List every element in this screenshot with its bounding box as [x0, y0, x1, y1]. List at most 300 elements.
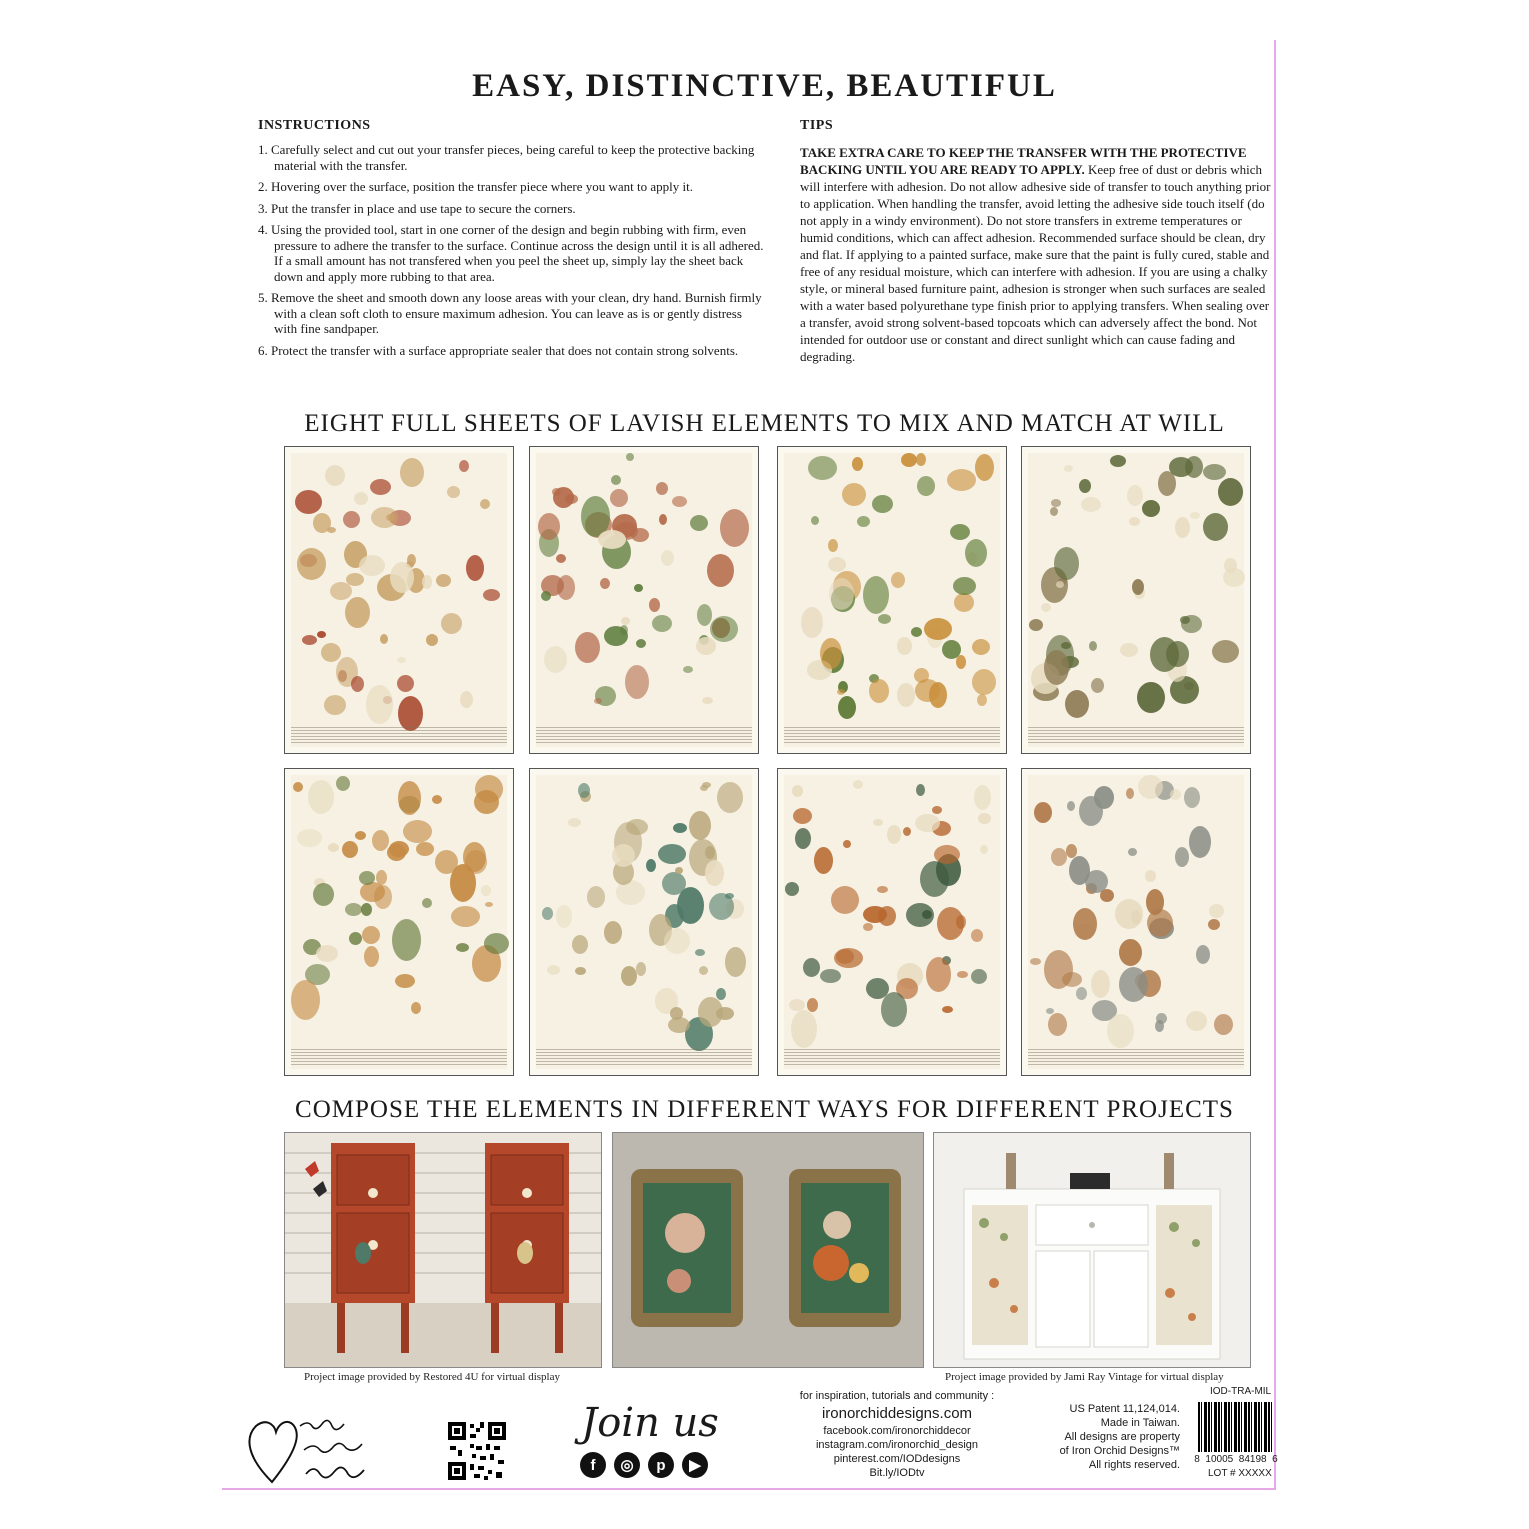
illustration-element — [1089, 641, 1097, 651]
illustration-element — [920, 861, 949, 897]
sheet-illustration — [1028, 775, 1244, 1069]
illustration-element — [1186, 1011, 1207, 1031]
illustration-element — [672, 496, 687, 507]
illustration-element — [1189, 826, 1211, 858]
signature — [242, 1408, 402, 1490]
illustration-element — [659, 514, 667, 525]
illustration-element — [1127, 485, 1143, 506]
illustration-element — [710, 616, 738, 642]
illustration-element — [343, 511, 360, 528]
illustration-element — [863, 923, 873, 931]
illustration-element — [568, 818, 581, 827]
illustration-element — [364, 946, 379, 967]
illustration-element — [857, 516, 870, 527]
illustration-element — [814, 847, 833, 874]
illustration-element — [1129, 517, 1140, 526]
illustration-element — [302, 635, 317, 645]
illustration-element — [1064, 465, 1073, 472]
illustration-element — [600, 578, 610, 589]
sheet-illustration — [536, 453, 752, 747]
community-links — [772, 1390, 1022, 1480]
illustration-element — [820, 638, 842, 669]
instagram-icon[interactable]: ◎ — [614, 1452, 640, 1478]
illustration-element — [668, 1017, 690, 1033]
illustration-element — [636, 639, 646, 648]
illustration-element — [1170, 789, 1181, 800]
youtube-link[interactable]: Bit.ly/IODtv — [869, 1467, 925, 1479]
illustration-element — [372, 830, 389, 851]
illustration-element — [873, 819, 883, 826]
project-photo-frames — [612, 1132, 924, 1368]
illustration-element — [460, 691, 473, 708]
illustration-element — [416, 842, 434, 856]
patent-text: US Patent 11,124,014. — [1069, 1403, 1180, 1415]
illustration-element — [971, 929, 983, 942]
illustration-element — [354, 492, 368, 505]
illustration-element — [451, 906, 480, 927]
barcode — [1198, 1402, 1274, 1452]
community-lead: for inspiration, tutorials and community : — [799, 1390, 995, 1402]
illustration-element — [1110, 455, 1126, 467]
rights-text: All rights reserved. — [1088, 1459, 1180, 1471]
illustration-element — [1100, 889, 1114, 902]
illustration-element — [658, 844, 686, 864]
illustration-element — [336, 776, 350, 791]
website-link[interactable]: ironorchiddesigns.com — [821, 1405, 973, 1422]
illustration-element — [397, 675, 414, 692]
illustration-element — [877, 886, 888, 893]
illustration-element — [829, 578, 854, 610]
illustration-element — [1155, 1020, 1164, 1032]
illustration-element — [426, 634, 438, 646]
illustration-element — [887, 825, 901, 844]
illustration-element — [1048, 1013, 1067, 1036]
sheet-illustration — [291, 775, 507, 1069]
illustration-element — [903, 827, 911, 836]
illustration-element — [1218, 478, 1243, 506]
sheet-tile-mushrooms — [284, 446, 514, 754]
illustration-element — [1128, 848, 1137, 856]
illustration-element — [481, 885, 491, 896]
sheet-caption-lines — [291, 727, 507, 745]
illustration-element — [483, 589, 500, 601]
sheet-illustration — [536, 775, 752, 1069]
instructions-section — [258, 118, 768, 364]
illustration-element — [316, 945, 338, 962]
legal-block — [1030, 1402, 1180, 1472]
illustration-element — [1107, 1014, 1134, 1048]
illustration-element — [1056, 581, 1064, 588]
illustration-element — [359, 871, 375, 885]
illustration-element — [542, 907, 553, 920]
illustration-element — [380, 634, 388, 644]
illustration-element — [915, 814, 940, 832]
illustration-element — [403, 820, 432, 843]
illustration-element — [901, 453, 917, 467]
illustration-element — [791, 1010, 817, 1048]
illustration-element — [463, 842, 486, 872]
illustration-element — [705, 860, 724, 886]
illustration-element — [387, 844, 406, 861]
illustration-element — [459, 460, 469, 472]
illustration-element — [374, 885, 392, 909]
illustration-element — [677, 887, 704, 924]
illustration-element — [361, 903, 372, 916]
pinterest-icon[interactable]: p — [648, 1452, 674, 1478]
illustration-element — [972, 669, 996, 695]
illustration-element — [1051, 499, 1061, 507]
illustration-element — [702, 697, 713, 704]
illustration-element — [897, 683, 915, 707]
illustration-element — [911, 627, 922, 637]
illustration-element — [881, 992, 907, 1027]
illustration-element — [690, 515, 708, 531]
illustration-element — [572, 935, 588, 954]
illustration-element — [972, 639, 990, 655]
illustration-element — [974, 785, 991, 810]
sheet-caption-lines — [291, 1049, 507, 1067]
illustration-element — [1190, 512, 1200, 519]
illustration-element — [297, 829, 322, 847]
illustration-element — [1065, 690, 1089, 718]
illustration-element — [975, 454, 994, 481]
illustration-element — [792, 785, 803, 797]
illustration-element — [604, 626, 628, 646]
instruction-step: 6. Protect the transfer with a surface appropriate sealer that does not contain strong solvents. — [258, 342, 739, 358]
illustration-element — [556, 554, 566, 563]
heart-signature-icon — [242, 1408, 402, 1490]
illustration-element — [456, 943, 469, 952]
illustration-element — [673, 823, 687, 833]
sheet-illustration — [291, 453, 507, 747]
illustration-element — [695, 949, 705, 956]
illustration-element — [646, 859, 656, 872]
illustration-element — [1044, 950, 1073, 989]
illustration-element — [953, 577, 976, 595]
project-caption-1: Project image provided by Restored 4U for virtual display — [304, 1371, 560, 1383]
illustration-element — [541, 591, 551, 601]
illustration-element — [484, 933, 509, 954]
sheet-tile-fish — [1021, 768, 1251, 1076]
sheet-tile-insects — [1021, 446, 1251, 754]
illustration-element — [295, 490, 322, 514]
sheet-tile-eggs — [529, 768, 759, 1076]
projects-heading: COMPOSE THE ELEMENTS IN DIFFERENT WAYS FOR DIFFERENT PROJECTS — [295, 1096, 1234, 1123]
illustration-element — [956, 655, 966, 669]
illustration-element — [371, 507, 398, 528]
sheet-illustration — [784, 775, 1000, 1069]
illustration-element — [863, 576, 889, 614]
illustration-element — [587, 886, 605, 908]
project-caption-3: Project image provided by Jami Ray Vintage for virtual display — [945, 1371, 1224, 1383]
youtube-icon[interactable]: ▶ — [682, 1452, 708, 1478]
sheet-caption-lines — [1028, 1049, 1244, 1067]
illustration-element — [785, 882, 799, 896]
illustration-element — [610, 489, 628, 507]
illustration-element — [1169, 457, 1193, 477]
illustration-element — [795, 828, 811, 849]
illustration-element — [1208, 919, 1220, 930]
illustration-element — [1081, 497, 1101, 512]
illustration-element — [700, 785, 708, 791]
illustration-element — [538, 513, 560, 540]
illustration-element — [297, 548, 326, 580]
illustration-element — [837, 689, 845, 695]
illustration-element — [1073, 908, 1097, 940]
illustration-element — [932, 806, 942, 814]
illustration-element — [480, 499, 490, 509]
pinterest-link[interactable]: pinterest.com/IODdesigns — [833, 1453, 961, 1465]
illustration-element — [924, 618, 952, 640]
illustration-element — [929, 682, 947, 708]
illustration-element — [612, 844, 635, 867]
illustration-element — [1066, 844, 1077, 858]
illustration-element — [801, 607, 823, 638]
illustration-element — [834, 948, 863, 968]
illustration-element — [978, 813, 991, 824]
illustration-element — [594, 698, 602, 704]
illustration-element — [1212, 640, 1239, 663]
illustration-element — [1051, 848, 1067, 866]
illustration-element — [696, 637, 716, 655]
sheet-tile-vegetables — [284, 768, 514, 1076]
illustration-element — [698, 997, 723, 1027]
illustration-element — [1034, 802, 1052, 823]
sheet-tile-fruits — [777, 446, 1007, 754]
facebook-icon[interactable]: f — [580, 1452, 606, 1478]
illustration-element — [398, 696, 423, 731]
illustration-element — [820, 969, 841, 983]
illustration-element — [1030, 958, 1041, 965]
illustration-element — [1050, 507, 1058, 516]
tips-section — [800, 118, 1272, 365]
sheet-illustration — [1028, 453, 1244, 747]
illustration-element — [828, 539, 838, 552]
instruction-step: 2. Hovering over the surface, position the transfer piece where you want to apply it. — [258, 179, 693, 194]
illustration-element — [1119, 939, 1142, 966]
illustration-element — [803, 958, 820, 977]
sheet-caption-lines — [536, 727, 752, 745]
illustration-element — [789, 999, 805, 1011]
project-photo-nightstands — [284, 1132, 602, 1368]
illustration-element — [1029, 619, 1043, 631]
illustration-element — [707, 554, 734, 587]
illustration-element — [313, 883, 334, 906]
illustration-element — [575, 967, 586, 975]
illustration-element — [636, 962, 646, 976]
illustration-element — [432, 795, 442, 804]
illustration-element — [293, 782, 303, 792]
illustration-element — [395, 974, 415, 988]
illustration-element — [720, 509, 749, 547]
property-owner-text: of Iron Orchid Designs™ — [1059, 1445, 1180, 1457]
illustration-element — [1175, 517, 1190, 538]
illustration-element — [971, 969, 987, 984]
qr-code[interactable] — [446, 1420, 508, 1482]
illustration-element — [392, 919, 421, 961]
sheet-illustration — [784, 453, 1000, 747]
illustration-element — [626, 453, 634, 461]
illustration-element — [717, 782, 743, 813]
illustration-element — [852, 457, 863, 471]
illustration-element — [626, 819, 648, 835]
illustration-element — [291, 980, 320, 1020]
illustration-element — [366, 685, 393, 724]
illustration-element — [689, 811, 711, 840]
illustration-element — [1046, 1008, 1054, 1014]
illustration-element — [1067, 801, 1075, 811]
illustration-element — [325, 465, 345, 486]
illustration-element — [942, 1006, 953, 1013]
illustration-element — [345, 597, 370, 628]
illustration-element — [808, 456, 837, 480]
illustration-element — [965, 539, 987, 567]
illustration-element — [1147, 909, 1173, 937]
illustration-element — [324, 695, 346, 715]
illustration-element — [345, 903, 362, 916]
project-photo-cabinet — [933, 1132, 1251, 1368]
sheet-caption-lines — [784, 1049, 1000, 1067]
illustration-element — [447, 486, 460, 498]
illustration-element — [947, 469, 976, 491]
illustration-element — [897, 637, 912, 655]
illustration-element — [625, 665, 649, 699]
sheet-caption-lines — [1028, 727, 1244, 745]
illustration-element — [1180, 616, 1190, 624]
sheet-caption-lines — [784, 727, 1000, 745]
illustration-element — [466, 555, 484, 581]
illustration-element — [891, 572, 905, 588]
tips-body: Keep free of dust or debris which will interfere with adhesion. Do not allow adhesive side of transfer to touch anything prior to application. When handling the transfer, avoid letting the adhesive side touch itself (do not apply in a windy environment). Do not store transfers in extreme temperatures or humid conditions, which can affect adhesion. Recommended surface should be clean, dry and flat. If applying to a painted surface, make sure that the paint is fully cured, stable and free of any residual moisture, which can interfere with adhesion. If you are using a chalky style, or mineral based furniture paint, adhesion is stronger when such surfaces are sealed with a water based polyurethane type finish prior to applying transfers. When sealing over a transfer, avoid strong solvent-based topcoats which can adversely affect the bond. Not intended for outdoor use or constant and direct sunlight which can cause fading and degrading. — [800, 162, 1271, 364]
illustration-element — [1175, 847, 1189, 867]
illustration-element — [917, 476, 935, 496]
illustration-element — [954, 593, 974, 612]
illustration-element — [1115, 899, 1143, 929]
instruction-step: 1. Carefully select and cut out your transfer pieces, being careful to keep the protective backing material with the transfer. — [258, 142, 755, 173]
illustration-element — [485, 902, 493, 907]
instruction-step: 3. Put the transfer in place and use tape to secure the corners. — [258, 200, 576, 216]
illustration-element — [1214, 1014, 1233, 1035]
illustration-element — [390, 562, 414, 593]
illustration-element — [621, 966, 637, 986]
tips-heading: TIPS — [800, 118, 834, 133]
sheet-tile-flowers — [529, 446, 759, 754]
illustration-element — [977, 694, 987, 706]
illustration-element — [1138, 775, 1163, 799]
lot-number: LOT # XXXXX — [1208, 1468, 1272, 1479]
illustration-element — [1044, 650, 1069, 685]
barcode-digits: 8 10005 84198 6 — [1194, 1454, 1278, 1465]
illustration-element — [1142, 500, 1160, 517]
illustration-element — [1203, 513, 1228, 541]
illustration-element — [362, 926, 380, 944]
illustration-element — [598, 530, 626, 549]
illustration-element — [1041, 603, 1051, 612]
sheets-heading: EIGHT FULL SHEETS OF LAVISH ELEMENTS TO MIX AND MATCH AT WILL — [304, 410, 1225, 437]
illustration-element — [1079, 479, 1091, 493]
illustration-element — [664, 928, 690, 954]
illustration-element — [1120, 643, 1138, 657]
illustration-element — [359, 555, 385, 576]
illustration-element — [716, 988, 726, 1000]
illustration-element — [621, 617, 630, 625]
illustration-element — [411, 1002, 421, 1014]
illustration-element — [349, 932, 362, 945]
illustration-element — [656, 482, 668, 495]
illustration-element — [328, 843, 339, 852]
illustration-element — [575, 632, 600, 663]
illustration-element — [842, 483, 866, 506]
instructions-list — [258, 142, 768, 358]
illustration-element — [1054, 547, 1079, 580]
illustration-element — [725, 947, 746, 977]
illustration-element — [1184, 787, 1200, 808]
illustration-element — [838, 696, 856, 719]
instagram-link[interactable]: instagram.com/ironorchid_design — [815, 1439, 979, 1451]
page-title: EASY, DISTINCTIVE, BEAUTIFUL — [472, 68, 1057, 104]
illustration-element — [980, 845, 988, 854]
illustration-element — [914, 668, 929, 683]
illustration-element — [351, 676, 364, 692]
illustration-element — [1184, 682, 1194, 690]
illustration-element — [926, 957, 951, 992]
illustration-element — [661, 550, 674, 566]
illustration-element — [697, 604, 712, 626]
illustration-element — [547, 965, 560, 975]
illustration-element — [422, 575, 432, 589]
illustration-element — [950, 524, 970, 540]
facebook-link[interactable]: facebook.com/ironorchiddecor — [823, 1425, 971, 1437]
sheet-caption-lines — [536, 1049, 752, 1067]
illustration-element — [327, 527, 336, 533]
sku-label: IOD-TRA-MIL — [1210, 1386, 1272, 1397]
tips-lead: TAKE EXTRA CARE TO KEEP THE TRANSFER WITH THE PROTECTIVE BACKING UNTIL YOU ARE READY TO APPLY. — [800, 145, 1247, 177]
illustration-element — [906, 903, 934, 927]
illustration-element — [330, 582, 352, 600]
illustration-element — [1223, 568, 1245, 587]
illustration-element — [317, 631, 326, 638]
illustration-element — [578, 783, 590, 798]
illustration-element — [370, 479, 391, 495]
tips-paragraph — [800, 144, 1272, 365]
property-text: All designs are property — [1064, 1431, 1180, 1443]
illustration-element — [957, 971, 968, 978]
qr-code-icon — [446, 1420, 508, 1482]
illustration-element — [916, 453, 926, 466]
illustration-element — [556, 905, 572, 928]
instruction-step: 4. Using the provided tool, start in one corner of the design and begin rubbing with firm, even pressure to adhere the transfer to the surface. Continue across the design until it is all adhered. If a small amount has not transfered when you peel the sheet up, simply lay the sheet back down and apply more rubbing to that area. — [258, 222, 764, 284]
illustration-element — [565, 494, 578, 504]
illustration-element — [474, 790, 499, 814]
illustration-element — [916, 784, 925, 796]
illustration-element — [828, 557, 846, 572]
illustration-element — [422, 898, 432, 908]
illustration-element — [342, 841, 358, 858]
nightstands-image — [285, 1133, 601, 1367]
illustration-element — [1091, 970, 1110, 998]
illustration-element — [321, 643, 341, 662]
illustration-element — [709, 893, 734, 920]
illustration-element — [397, 657, 406, 663]
illustration-element — [355, 831, 366, 840]
illustration-element — [869, 679, 889, 703]
sheet-tile-butterflies — [777, 768, 1007, 1076]
illustration-element — [308, 780, 334, 814]
cabinet-image — [934, 1133, 1250, 1367]
illustration-element — [807, 998, 818, 1012]
illustration-element — [611, 475, 621, 485]
illustration-element — [649, 598, 660, 612]
